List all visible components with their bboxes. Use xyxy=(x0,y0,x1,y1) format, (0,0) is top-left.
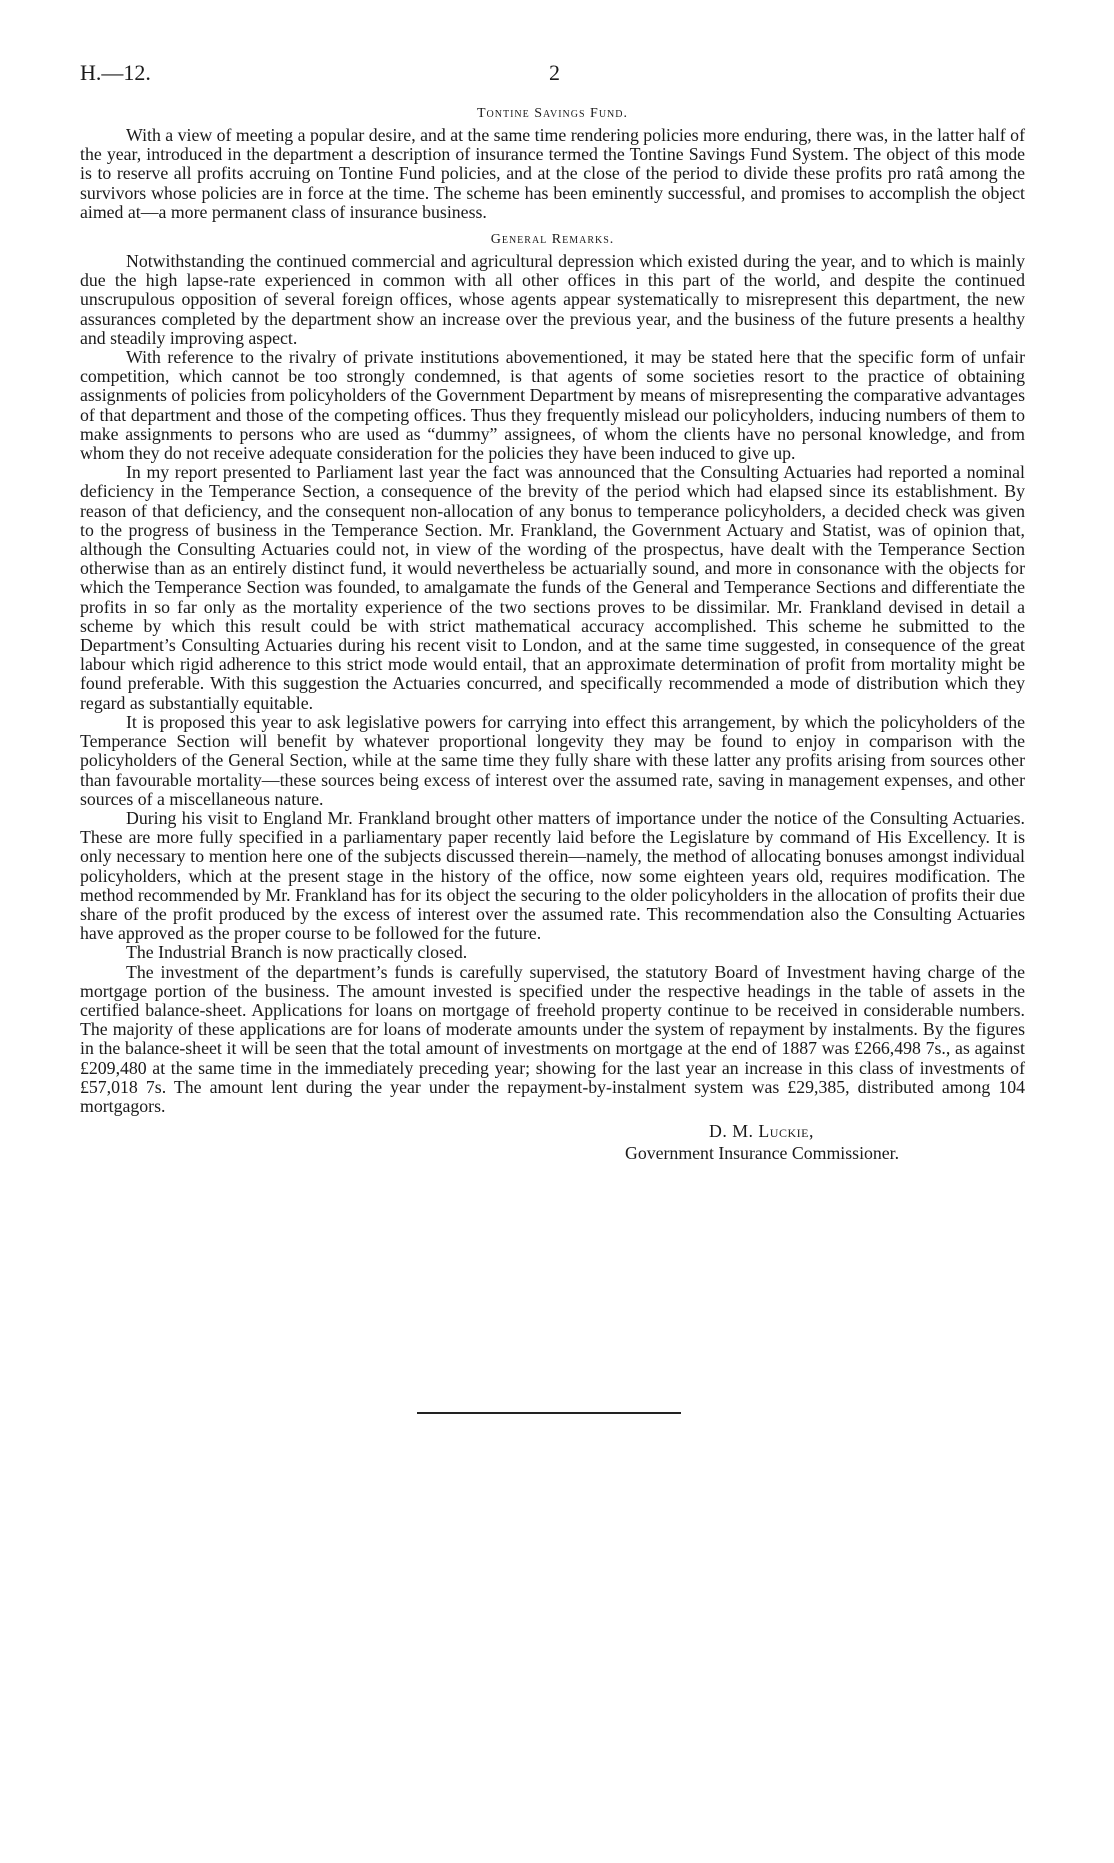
signature-block xyxy=(625,1120,1025,1164)
page-header xyxy=(80,60,1025,96)
section-heading-tontine: Tontine Savings Fund. xyxy=(477,106,628,121)
signatory-name: D. M. Luckie, xyxy=(709,1121,814,1142)
paragraph: In my report presented to Parliament last year the fact was announced that the Consulting Actuaries had reported a nominal deficiency in the Temperance Section, a consequence of the brevity of the period which had elapsed since its establishment. By reason of that deficiency, and the consequent non-allocation of any bonus to temperance policyholders, a decided check was given to the progress of business in the Temperance Section. Mr. Frankland, the Government Actuary and Statist, was of opinion that, although the Consulting Actuaries could not, in view of the wording of the prospectus, have dealt with the Temperance Section otherwise than as an entirely distinct fund, it would nevertheless be actuarially sound, and more in consonance with the objects for which the Temperance Section was founded, to amalgamate the funds of the General and Temperance Sections and differentiate the profits in so far only as the mortality experience of the two sections proves to be dissimilar. Mr. Frankland devised in detail a scheme by which this result could be with strict mathematical accuracy accomplished. This scheme he submitted to the Department’s Consulting Actuaries during his recent visit to London, and at the same time suggested, in consequence of the great labour which rigid adherence to this strict mode would entail, that an approximate determination of profit from mortality might be found preferable. With this suggestion the Actuaries concurred, and specifically recommended a mode of distribution which they regard as substantially equitable. xyxy=(80,462,1025,713)
paragraph: During his visit to England Mr. Frankland brought other matters of importance under the notice of the Consulting Actuaries. These are more fully specified in a parliamentary paper recently laid before the Legislature by command of His Excellency. It is only necessary to mention here one of the subjects discussed therein—namely, the method of allocating bonuses amongst individual policyholders, which at the present stage in the history of the office, now some eighteen years old, requires modification. The method recommended by Mr. Frankland has for its object the securing to the older policyholders in the allocation of profits their due share of the profit produced by the excess of interest over the assumed rate. This recommendation also the Consulting Actuaries have approved as the proper course to be followed for the future. xyxy=(80,807,1025,944)
paragraph-tontine: With a view of meeting a popular desire, and at the same time rendering policies more enduring, there was, in the latter half of the year, introduced in the department a description of insurance termed the Tontine Savings Fund System. The object of this mode is to reserve all profits accruing on Tontine Fund policies, and at the close of the period to divide these profits pro ratâ among the survivors whose policies are in force at the time. The scheme has been eminently successful, and promises to accomplish the object aimed at—a more permanent class of insurance business. xyxy=(80,125,1025,222)
footer-rule xyxy=(417,1412,681,1414)
paragraph: It is proposed this year to ask legislative powers for carrying into effect this arrangement, by which the policyholders of the Temperance Section will benefit by whatever proportional longevity they may be found to enjoy in comparison with the policyholders of the General Section, while at the same time they fully share with these latter any profits arising from sources other than favourable mortality—these sources being excess of interest over the assumed rate, saving in management expenses, and other sources of a miscellaneous nature. xyxy=(80,711,1025,809)
paragraph: Notwithstanding the continued commercial and agricultural depression which existed during the year, and to which is mainly due the high lapse-rate experienced in common with all other offices in this part of the world, and despite the continued unscrupulous opposition of several foreign offices, whose agents appear systematically to misrepresent this department, the new assurances completed by the department show an increase over the previous year, and the business of the future presents a healthy and steadily improving aspect. xyxy=(80,251,1025,348)
document-page xyxy=(80,60,1025,1164)
paragraph: The Industrial Branch is now practically closed. xyxy=(126,942,468,963)
paragraph: The investment of the department’s funds is carefully supervised, the statutory Board of Investment having charge of the mortgage portion of the business. The amount invested is specified under the respective headings in the table of assets in the certified balance-sheet. Applications for loans on mortgage of freehold property continue to be received in considerable numbers. The majority of these applications are for loans of moderate amounts under the system of repayment by instalments. By the figures in the balance-sheet it will be seen that the total amount of investments on mortgage at the end of 1887 was £266,498 7s., as against £209,480 at the same time in the immediately preceding year; showing for the last year an increase in this class of investments of £57,018 7s. The amount lent during the year under the repayment-by-instalment system was £29,385, distributed among 104 mortgagors. xyxy=(80,961,1025,1116)
signatory-title: Government Insurance Commissioner. xyxy=(625,1143,900,1164)
page-number: 2 xyxy=(549,60,560,85)
paper-reference: H.—12. xyxy=(80,60,151,85)
paragraph: With reference to the rivalry of private institutions abovementioned, it may be stated here that the specific form of unfair competition, which cannot be too strongly condemned, is that agents of some societies resort to the practice of obtaining assignments of policies from policyholders of the Government Department by means of misrepresenting the comparative advantages of that department and those of the competing offices. Thus they frequently mislead our policyholders, inducing numbers of them to make assignments to persons who are used as “dummy” assignees, of whom the clients have no personal knowledge, and from whom they do not receive adequate consideration for the policies they have been induced to give up. xyxy=(80,347,1025,464)
section-heading-general-remarks: General Remarks. xyxy=(490,232,615,248)
